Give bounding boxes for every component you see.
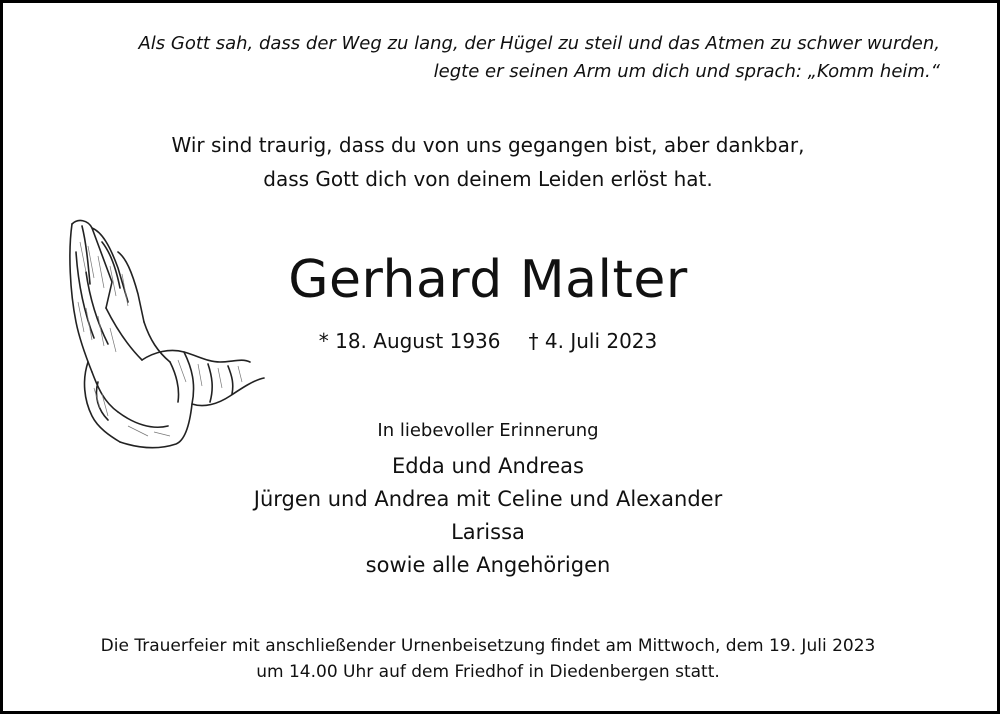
birth-date: * 18. August 1936	[318, 329, 501, 353]
mourners-list	[0, 450, 976, 582]
life-dates	[0, 326, 976, 356]
funeral-details	[0, 633, 976, 685]
quote-line-2: legte er seinen Arm um dich und sprach: „Komm heim.“	[433, 61, 940, 82]
mourner-line: Larissa	[451, 520, 525, 544]
funeral-details-line-2: um 14.00 Uhr auf dem Friedhof in Diedenbergen statt.	[256, 662, 720, 682]
memory-heading: In liebevoller Erinnerung	[377, 420, 599, 441]
opening-quote	[80, 30, 940, 86]
intro-line-2: dass Gott dich von deinem Leiden erlöst hat.	[263, 167, 713, 191]
intro-text	[0, 128, 976, 196]
mourner-line: sowie alle Angehörigen	[365, 553, 611, 577]
quote-line-1: Als Gott sah, dass der Weg zu lang, der Hügel zu steil und das Atmen zu schwer wurden,	[138, 33, 940, 54]
death-date: † 4. Juli 2023	[528, 329, 658, 353]
deceased-name: Gerhard Malter	[288, 250, 688, 310]
mourner-line: Edda und Andreas	[391, 454, 584, 478]
funeral-details-line-1: Die Trauerfeier mit anschließender Urnenbeisetzung findet am Mittwoch, dem 19. Juli 2023	[100, 636, 876, 656]
intro-line-1: Wir sind traurig, dass du von uns gegangen bist, aber dankbar,	[171, 133, 805, 157]
mourner-line: Jürgen und Andrea mit Celine und Alexander	[253, 487, 723, 511]
